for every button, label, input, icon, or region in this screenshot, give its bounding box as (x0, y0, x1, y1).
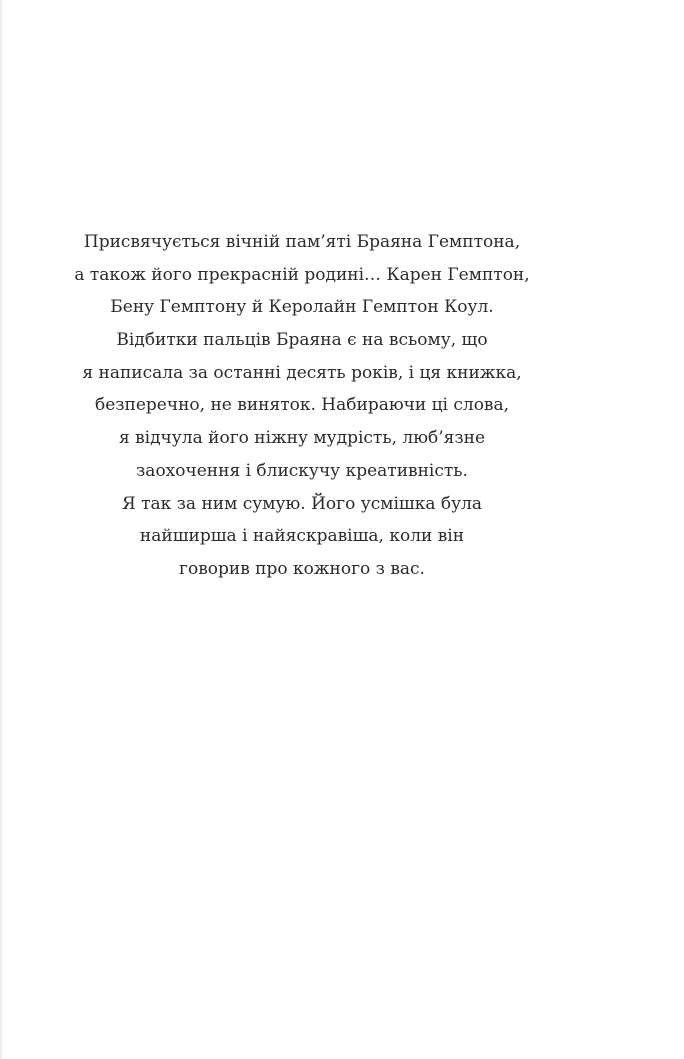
dedication-line: Відбитки пальців Браяна є на всьому, що (116, 330, 488, 351)
dedication-line: Я так за ним сумую. Його усмішка була (121, 493, 483, 514)
dedication-line: я написала за останні десять років, і ця книжка, (82, 362, 522, 383)
dedication-line: а також його прекрасній родині… Карен Гемптон, (74, 264, 530, 285)
dedication-line: Присвячується вічній пам’яті Браяна Гемптона, (83, 232, 521, 252)
dedication-line: говорив про кожного з вас. (179, 558, 425, 579)
dedication-line: заохочення і блискучу креативність. (136, 460, 468, 481)
dedication-line: найширша і найяскравіша, коли він (139, 526, 465, 547)
dedication-line: я відчула його ніжну мудрість, люб’язне (118, 428, 486, 449)
dedication-line: безперечно, не виняток. Набираючи ці слова, (94, 395, 510, 416)
dedication-text (0, 226, 604, 586)
dedication-line: Бену Гемптону й Керолайн Гемптон Коул. (110, 297, 494, 318)
